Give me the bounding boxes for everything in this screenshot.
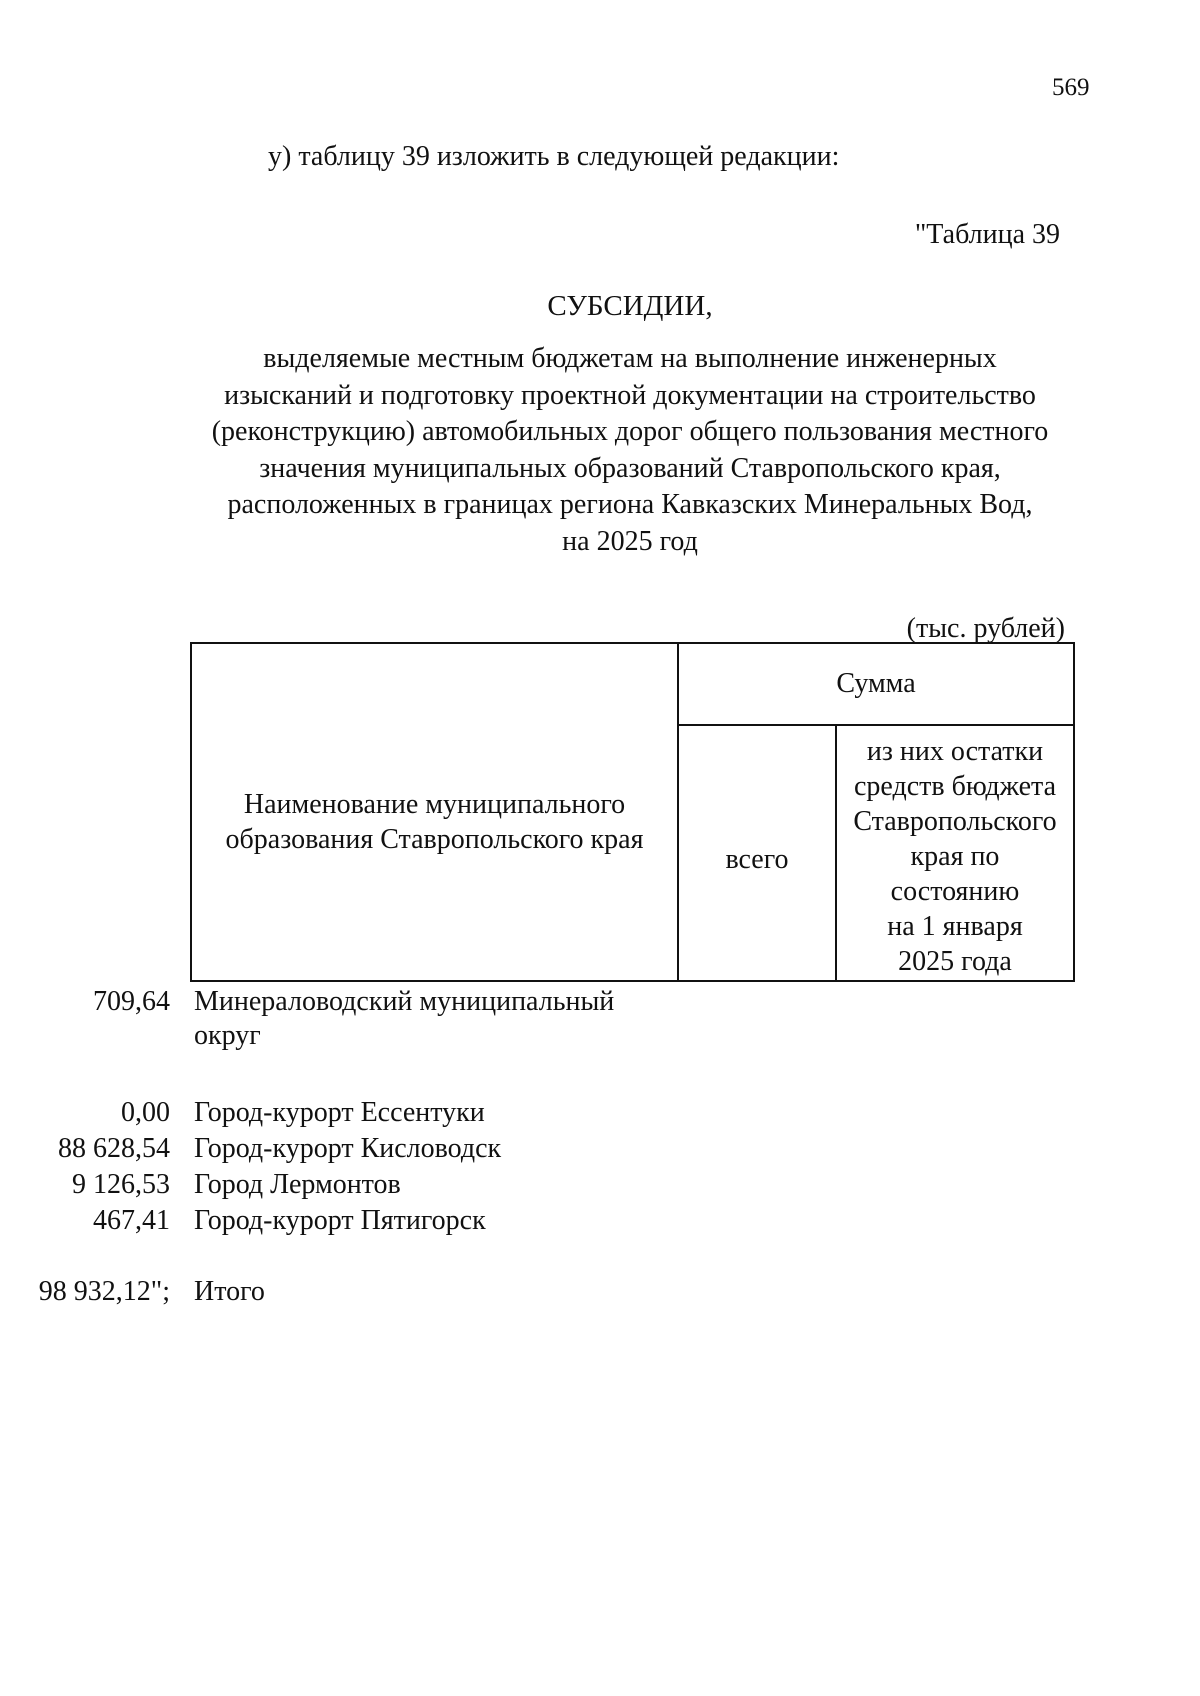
- units-label: (тыс. рублей): [906, 613, 1065, 644]
- header-remainder-line: края по: [910, 840, 1000, 872]
- header-remainder-line: средств бюджета: [853, 770, 1056, 802]
- row-remainder: 9 126,53: [72, 1169, 170, 1200]
- header-remainder-line: Ставропольского: [853, 805, 1057, 837]
- subtitle-line: (реконструкцию) автомобильных дорог общего пользования местного: [211, 416, 1049, 447]
- total-row-remainder: 98 932,12";: [38, 1276, 170, 1307]
- document-title: СУБСИДИИ,: [547, 290, 713, 322]
- header-remainder-column: [837, 726, 1073, 980]
- row-name: Минераловодский муниципальный округ: [194, 986, 615, 1051]
- table-header: [190, 642, 1075, 982]
- row-remainder: 709,64: [93, 986, 170, 1017]
- row-name: Город Лермонтов: [194, 1169, 401, 1200]
- row-remainder: 467,41: [93, 1205, 170, 1236]
- table-caption: "Таблица 39: [914, 219, 1060, 250]
- subtitle-line: расположенных в границах региона Кавказских Минеральных Вод,: [227, 489, 1033, 520]
- row-name: Город-курорт Кисловодск: [194, 1133, 502, 1164]
- header-remainder-line: 2025 года: [898, 945, 1012, 977]
- document-subtitle: [190, 341, 1070, 560]
- subtitle-line: на 2025 год: [562, 525, 698, 557]
- header-remainder-line: из них остатки: [866, 735, 1044, 767]
- subtitle-line: изысканий и подготовку проектной документации на строительство: [224, 379, 1036, 411]
- intro-text: у) таблицу 39 изложить в следующей редакции:: [268, 141, 840, 172]
- header-remainder-line: на 1 января: [887, 910, 1023, 942]
- subtitle-line: выделяемые местным бюджетам на выполнение инженерных: [263, 343, 997, 374]
- header-remainder-line: состоянию: [890, 875, 1020, 907]
- total-row-name: Итого: [194, 1276, 265, 1307]
- header-name-column: Наименование муниципального образования Ставропольского края: [192, 644, 679, 980]
- row-name: Город-курорт Ессентуки: [194, 1097, 485, 1128]
- header-total-column: всего: [679, 726, 837, 980]
- row-name: Город-курорт Пятигорск: [194, 1205, 486, 1236]
- page-number: 569: [1052, 74, 1090, 101]
- row-remainder: 0,00: [121, 1097, 170, 1128]
- header-sum-group: Сумма: [679, 644, 1073, 726]
- row-remainder: 88 628,54: [58, 1133, 170, 1164]
- subtitle-line: значения муниципальных образований Ставропольского края,: [259, 452, 1001, 484]
